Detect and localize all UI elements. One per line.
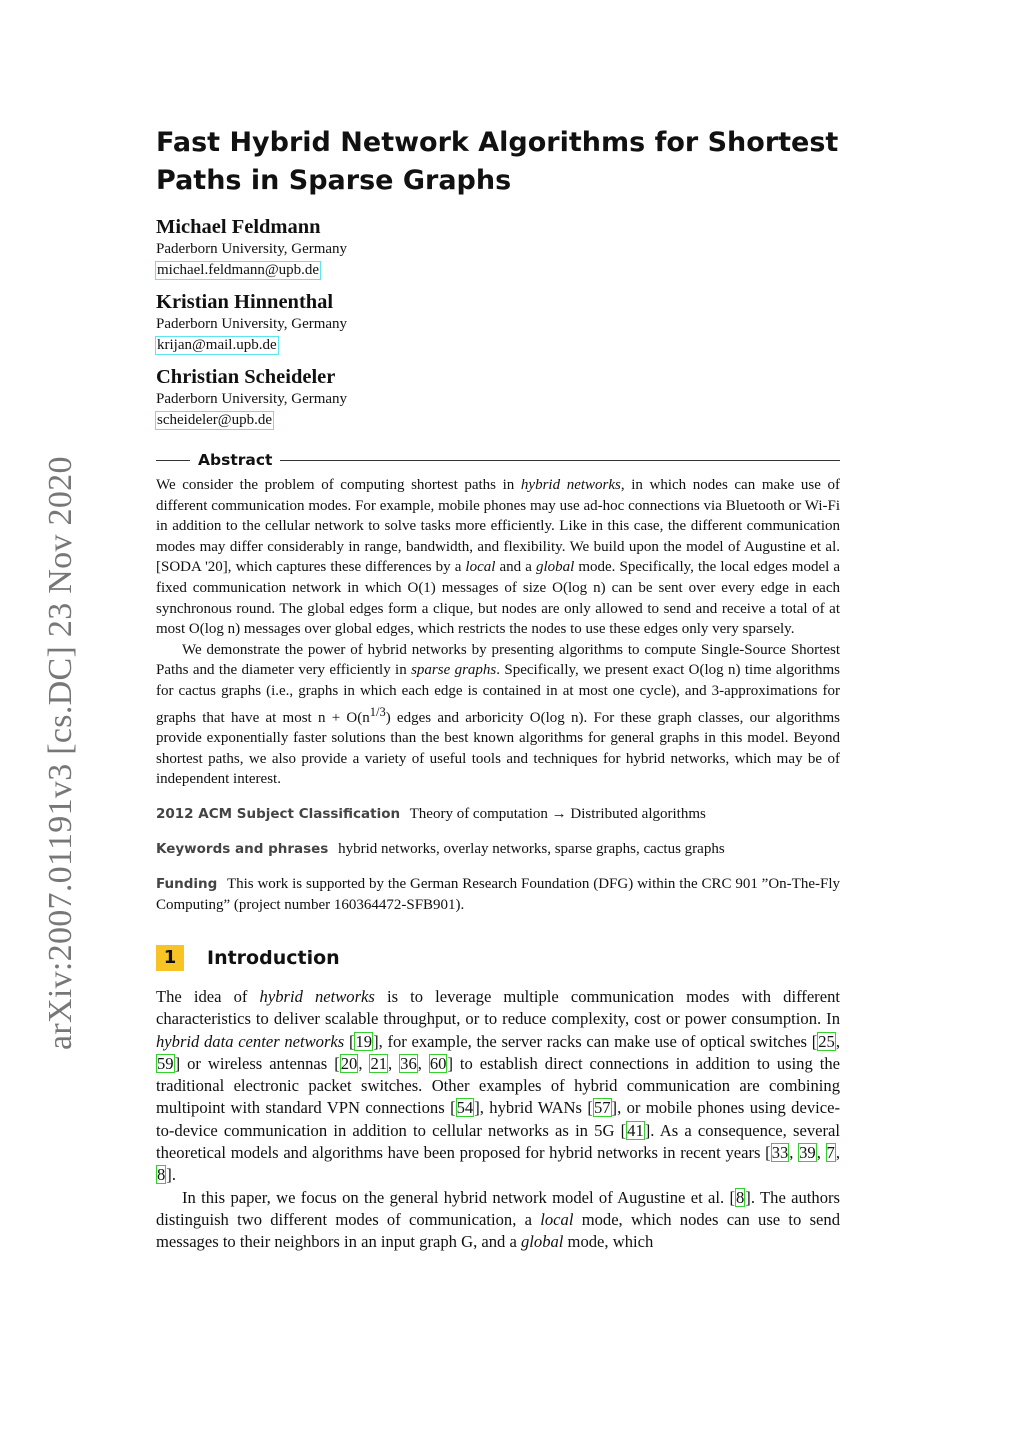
section-heading	[156, 944, 840, 972]
acm-classification	[156, 804, 840, 825]
keywords-label: Keywords and phrases	[156, 840, 329, 857]
citation-link[interactable]: 21	[370, 1053, 388, 1073]
paper-page	[156, 124, 840, 1253]
abstract-rule-right	[280, 460, 840, 461]
abstract-label: Abstract	[198, 451, 273, 469]
intro-paragraph-2: In this paper, we focus on the general hybrid network model of Augustine et al. [8]. The authors distinguish two different modes of communication, a local mode, which nodes can use to send messages to their neighbors in an input graph G, and a global mode, which	[156, 1187, 840, 1252]
author-affiliation: Paderborn University, Germany	[156, 391, 348, 407]
funding	[156, 874, 840, 916]
funding-label: Funding	[156, 875, 218, 892]
author-email-link[interactable]: krijan@mail.upb.de	[157, 337, 277, 353]
citation-link[interactable]: 60	[429, 1053, 447, 1073]
citation-link[interactable]: 19	[355, 1031, 373, 1051]
author-name: Michael Feldmann	[156, 216, 321, 238]
author-affiliation: Paderborn University, Germany	[156, 241, 348, 257]
citation-link[interactable]: 7	[826, 1142, 835, 1162]
author-affiliation: Paderborn University, Germany	[156, 316, 348, 332]
citation-link[interactable]: 8	[157, 1165, 166, 1185]
acm-text: Theory of computation → Distributed algorithms	[409, 805, 706, 822]
citation-link[interactable]: 20	[340, 1053, 358, 1073]
author-name: Christian Scheideler	[156, 366, 336, 388]
title-line-1: Fast Hybrid Network Algorithms for Shortest	[156, 127, 839, 158]
citation-link[interactable]: 36	[400, 1053, 417, 1073]
author-email-link[interactable]: scheideler@upb.de	[157, 412, 273, 428]
keywords	[156, 839, 840, 860]
author-block	[156, 214, 840, 279]
abstract-paragraph-1: We consider the problem of computing shortest paths in hybrid networks, in which nodes can make use of different communication modes. For example, mobile phones may use ad-hoc connections via Bluetooth or Wi-Fi in addition to the cellular network to solve tasks more efficiently. Like in this case, the different communication modes may differ considerably in range, bandwidth, and flexibility. We build upon the model of Augustine et al. [SODA '20], which captures these differences by a local and a global mode. Specifically, the local edges model a fixed communication network in which O(1) messages of size O(log n) can be sent over every edge in each synchronous round. The global edges form a clique, but nodes are only allowed to send and receive a total of at most O(log n) messages over global edges, which restricts the nodes to use these edges only very sparsely.	[156, 477, 841, 638]
citation-link[interactable]: 8	[736, 1187, 745, 1207]
citation-link[interactable]: 33	[771, 1142, 789, 1162]
abstract-rule-left	[156, 460, 190, 461]
title-line-2: Paths in Sparse Graphs	[156, 165, 512, 196]
citation-link[interactable]: 59	[157, 1053, 174, 1073]
author-name: Kristian Hinnenthal	[156, 291, 334, 313]
abstract-header	[156, 449, 840, 471]
intro-paragraph-1: The idea of hybrid networks is to leverage multiple communication modes with different characteristics to deliver scalable throughput, or to reduce complexity, cost or power consumption. In hybrid data center networks [19], for example, the server racks can make use of optical switches [25, 59] or wireless antennas [20, 21, 36, 60] to establish direct connections in addition to using the traditional electronic packet switches. Other examples of hybrid communication are combining multipoint with standard VPN connections [54], hybrid WANs [57], or mobile phones using device-to-device communication in addition to cellular networks as in 5G [41]. As a consequence, several theoretical models and algorithms have been proposed for hybrid networks in recent years [33, 39, 7, 8].	[156, 986, 841, 1185]
author-block	[156, 364, 840, 429]
acm-label: 2012 ACM Subject Classification	[156, 805, 401, 822]
keywords-text: hybrid networks, overlay networks, sparse graphs, cactus graphs	[338, 840, 725, 857]
citation-link[interactable]: 57	[593, 1098, 611, 1118]
author-email-link[interactable]: michael.feldmann@upb.de	[157, 262, 320, 278]
section-number-badge: 1	[156, 945, 184, 971]
abstract-paragraph-2: We demonstrate the power of hybrid networks by presenting algorithms to compute Single-Source Shortest Paths and the diameter very efficiently in sparse graphs. Specifically, we present exact O(log n) time algorithms for cactus graphs (i.e., graphs in which each edge is contained in at most one cycle), and 3-approximations for graphs that have at most $n + O(n^{1/3})$ edges and arboricity O(log n). For these graph classes, our algorithms provide exponentially faster solutions than the best known algorithms for general graphs in this model. Beyond shortest paths, we also provide a variety of useful tools and techniques for hybrid networks, which may be of independent interest.	[156, 641, 840, 788]
citation-link[interactable]: 41	[627, 1120, 644, 1140]
citation-link[interactable]: 39	[799, 1142, 816, 1162]
citation-link[interactable]: 54	[456, 1098, 474, 1118]
paper-title	[156, 124, 840, 200]
author-block	[156, 289, 840, 354]
section-title: Introduction	[207, 946, 340, 969]
funding-text: This work is supported by the German Research Foundation (DFG) within the CRC 901 ”On-The-Fly Computing” (project number 160364472-SFB901).	[156, 875, 840, 913]
citation-link[interactable]: 25	[818, 1031, 835, 1051]
arxiv-identifier: arXiv:2007.01191v3 [cs.DC] 23 Nov 2020	[42, 456, 79, 1050]
author-list	[156, 214, 840, 429]
